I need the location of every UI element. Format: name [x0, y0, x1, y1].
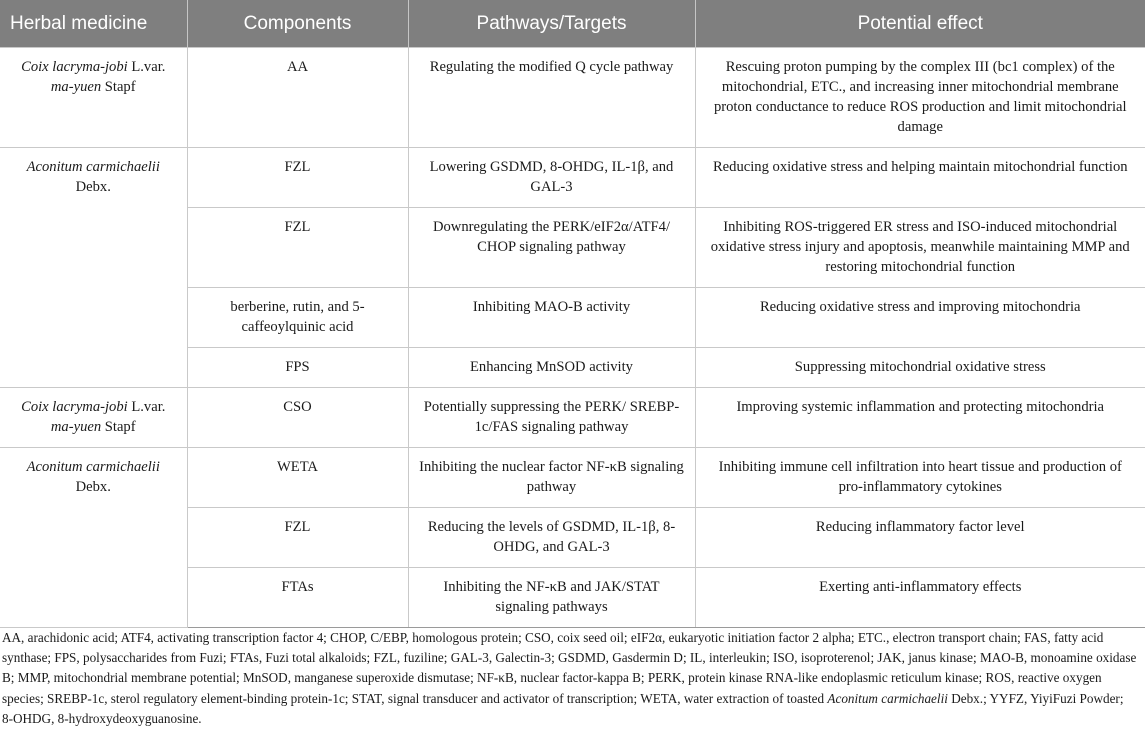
component-cell: FZL [187, 208, 408, 288]
pathway-cell: Downregulating the PERK/eIF2α/ATF4/ CHOP signaling pathway [408, 208, 695, 288]
table-row [0, 448, 1145, 508]
component-cell: berberine, rutin, and 5-caffeoylquinic acid [187, 288, 408, 348]
component-cell: FPS [187, 348, 408, 388]
pathway-cell: Inhibiting MAO-B activity [408, 288, 695, 348]
table-row [0, 388, 1145, 448]
herb-cell-coix: Coix lacryma-jobi L.var. ma-yuen Stapf [0, 48, 187, 148]
pathway-cell: Potentially suppressing the PERK/ SREBP-1c/FAS signaling pathway [408, 388, 695, 448]
effect-cell: Improving systemic inflammation and protecting mitochondria [695, 388, 1145, 448]
component-cell: FZL [187, 148, 408, 208]
pathway-cell: Reducing the levels of GSDMD, IL-1β, 8-OHDG, and GAL-3 [408, 508, 695, 568]
pathway-cell: Inhibiting the NF-κB and JAK/STAT signaling pathways [408, 568, 695, 628]
pathway-cell: Lowering GSDMD, 8-OHDG, IL-1β, and GAL-3 [408, 148, 695, 208]
header-herbal-medicine: Herbal medicine [0, 0, 187, 48]
component-cell: CSO [187, 388, 408, 448]
effect-cell: Reducing inflammatory factor level [695, 508, 1145, 568]
component-cell: WETA [187, 448, 408, 508]
herb-cell-aconitum: Aconitum carmichaelii Debx. [0, 148, 187, 388]
effect-cell: Reducing oxidative stress and helping maintain mitochondrial function [695, 148, 1145, 208]
effect-cell: Inhibiting ROS-triggered ER stress and ISO-induced mitochondrial oxidative stress injury and apoptosis, meanwhile maintaining MMP and restoring mitochondrial function [695, 208, 1145, 288]
table-row [0, 148, 1145, 208]
table-row [0, 48, 1145, 148]
effect-cell: Exerting anti-inflammatory effects [695, 568, 1145, 628]
effect-cell: Reducing oxidative stress and improving mitochondria [695, 288, 1145, 348]
header-potential-effect: Potential effect [695, 0, 1145, 48]
component-cell: FZL [187, 508, 408, 568]
herb-cell-aconitum: Aconitum carmichaelii Debx. [0, 448, 187, 628]
effect-cell: Inhibiting immune cell infiltration into heart tissue and production of pro-inflammatory cytokines [695, 448, 1145, 508]
header-pathways-targets: Pathways/Targets [408, 0, 695, 48]
effect-cell: Suppressing mitochondrial oxidative stress [695, 348, 1145, 388]
pathway-cell: Inhibiting the nuclear factor NF-κB signaling pathway [408, 448, 695, 508]
herb-cell-coix: Coix lacryma-jobi L.var. ma-yuen Stapf [0, 388, 187, 448]
pathway-cell: Regulating the modified Q cycle pathway [408, 48, 695, 148]
component-cell: AA [187, 48, 408, 148]
header-components: Components [187, 0, 408, 48]
component-cell: FTAs [187, 568, 408, 628]
pathway-cell: Enhancing MnSOD activity [408, 348, 695, 388]
header-row [0, 0, 1145, 48]
effect-cell: Rescuing proton pumping by the complex III (bc1 complex) of the mitochondrial, ETC., and increasing inner mitochondrial membrane proton conductance to reduce ROS production and limit mitochondrial damage [695, 48, 1145, 148]
table-footnote: AA, arachidonic acid; ATF4, activating transcription factor 4; CHOP, C/EBP, homologous protein; CSO, coix seed oil; eIF2α, eukaryotic initiation factor 2 alpha; ETC., electron transport chain; FAS, fatty acid synthase; FPS, polysaccharides from Fuzi; FTAs, Fuzi total alkaloids; FZL, fuziline; GAL-3, Galectin-3; GSDMD, Gasdermin D; IL, interleukin; ISO, isoproterenol; JAK, janus kinase; MAO-B, monoamine oxidase B; MMP, mitochondrial membrane potential; MnSOD, manganese superoxide dismutase; NF-κB, nuclear factor-kappa B; PERK, protein kinase RNA-like endoplasmic reticulum kinase; ROS, reactive oxygen species; SREBP-1c, sterol regulatory element-binding protein-1c; STAT, signal transducer and activator of transcription; WETA, water extraction of toasted Aconitum carmichaelii Debx.; YYFZ, YiyiFuzi Powder; 8-OHDG, 8-hydroxydeoxyguanosine. [2, 630, 1137, 726]
